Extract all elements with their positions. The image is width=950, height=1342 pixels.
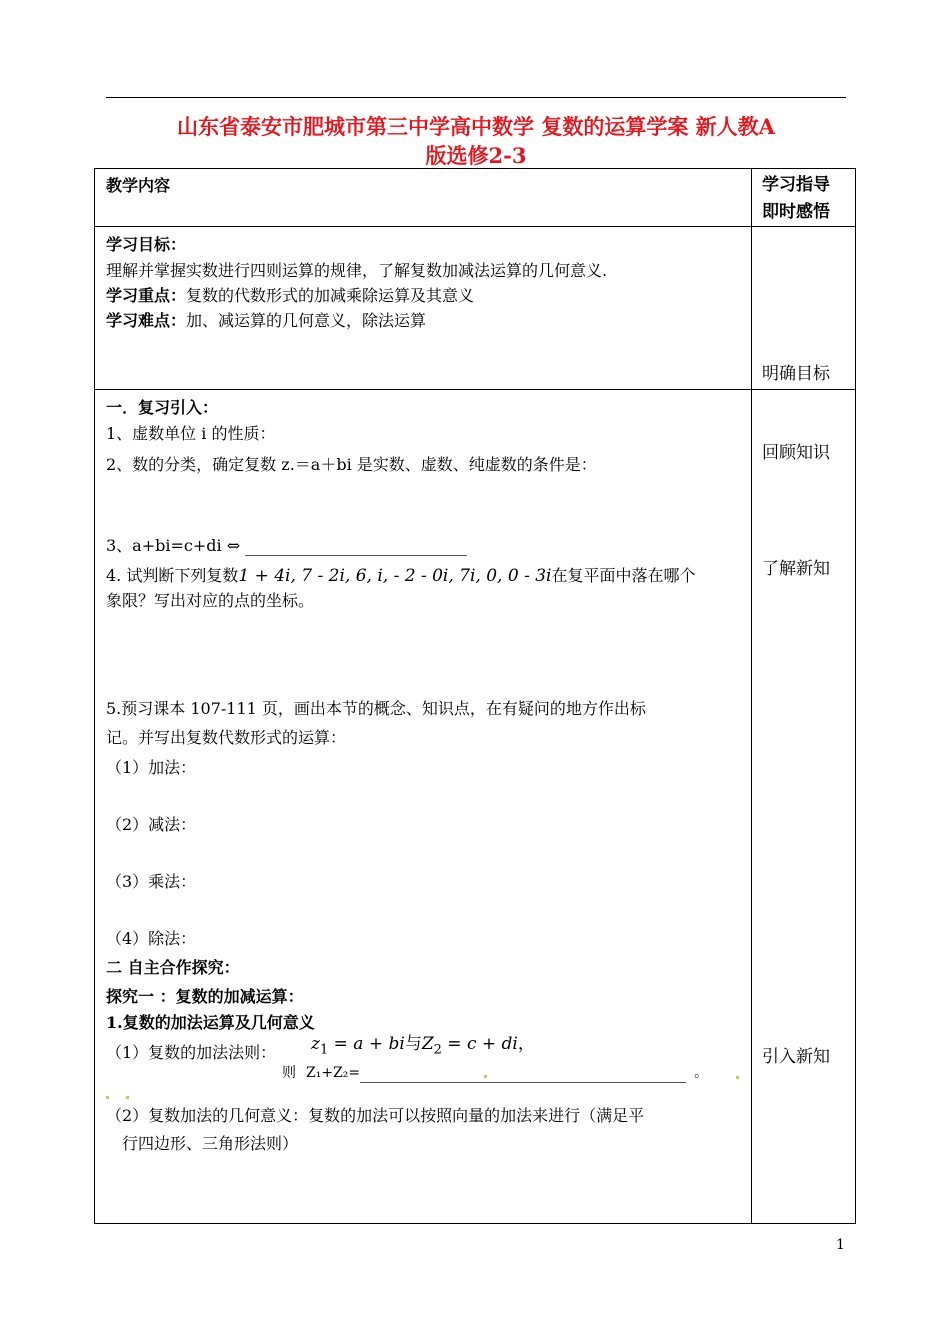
addition-result-blank (360, 1082, 686, 1083)
formula-end: = c + di (441, 1034, 518, 1054)
geometric-meaning-line2: 行四边形、三角形法则） (122, 1134, 299, 1153)
review-q3 (106, 536, 467, 556)
difficulty-points (106, 311, 426, 331)
then-label: 则 (282, 1065, 296, 1081)
row-divider-header (94, 226, 856, 227)
formula-z1: z (311, 1034, 320, 1054)
explore-item1: 1.复数的加法运算及几何意义 (106, 1013, 315, 1032)
formula-z2: Z (421, 1034, 434, 1054)
op-addition: （1）加法： (106, 758, 197, 777)
column-divider (751, 168, 752, 1224)
review-q1: 1、虚数单位 i 的性质： (106, 424, 276, 443)
header-content-col: 教学内容 (106, 176, 171, 195)
difficulty-label: 学习难点： (106, 311, 187, 330)
then-end: 。 (694, 1065, 709, 1081)
header-side-col-line1: 学习指导 (762, 175, 830, 195)
then-expr: Z₁+Z₂= (306, 1065, 361, 1081)
op-subtraction: （2）减法： (106, 815, 197, 834)
explore-subheading: 探究一 ：复数的加减运算： (106, 987, 304, 1006)
review-q4 (106, 566, 695, 586)
formula-mid: = a + bi (328, 1034, 405, 1054)
formula-z1-sub: 1 (319, 1042, 329, 1058)
op-multiplication: （3）乘法： (106, 872, 197, 891)
side-note-explore: 引入新知 (762, 1047, 830, 1067)
scan-dot (484, 1075, 487, 1078)
side-note-new: 了解新知 (762, 559, 830, 579)
row-divider-goals (94, 389, 856, 390)
formula-comma: ， (517, 1034, 535, 1054)
scan-dot (106, 1096, 109, 1099)
formula-and: 与 (404, 1034, 422, 1054)
top-rule (106, 97, 846, 98)
addition-result-line (282, 1063, 708, 1083)
key-label: 学习重点： (106, 286, 187, 305)
side-note-review: 回顾知识 (762, 443, 830, 463)
goals-heading: 学习目标： (106, 235, 187, 254)
addition-rule-label: （1）复数的加法法则： (106, 1043, 277, 1062)
formula-z2-sub: 2 (433, 1042, 442, 1058)
geometric-meaning-line1: （2）复数加法的几何意义：复数的加法可以按照向量的加法来进行（满足平 (106, 1106, 645, 1125)
header-side-col-line2: 即时感悟 (762, 202, 830, 222)
document-title-line2: 版选修2-3 (425, 143, 527, 168)
key-text: 复数的代数形式的加减乘除运算及其意义 (186, 286, 475, 305)
op-division: （4）除法： (106, 929, 197, 948)
review-q2: 2、数的分类，确定复数 z.＝a＋bi 是实数、虚数、纯虚数的条件是： (106, 455, 597, 474)
q4-prefix: 4. 试判断下列复数 (106, 566, 239, 585)
q4-suffix: 在复平面中落在哪个 (551, 566, 696, 585)
addition-rule-formula (311, 1034, 535, 1060)
page-number: 1 (836, 1237, 845, 1253)
review-q4-line2: 象限？写出对应的点的坐标。 (106, 591, 315, 610)
review-q5-line1: 5.预习课本 107-111 页，画出本节的概念、知识点，在有疑问的地方作出标 (106, 699, 646, 718)
review-heading: 一．复习引入： (106, 398, 219, 417)
key-points (106, 286, 474, 306)
difficulty-text: 加、减运算的几何意义，除法运算 (186, 311, 427, 330)
q4-math-list: 1 + 4i, 7 - 2i, 6, i, - 2 - 0i, 7i, 0, 0 - 3i (238, 566, 552, 586)
explore-heading: 二 自主合作探究： (106, 958, 240, 977)
q3-prefix: 3、a+bi=c+di ⇔ (106, 536, 241, 555)
document-title-line1: 山东省泰安市肥城市第三中学高中数学 复数的运算学案 新人教A (177, 114, 775, 139)
scan-dot (736, 1076, 739, 1079)
scan-dot (126, 1096, 129, 1099)
review-q5-line2: 记。并写出复数代数形式的运算： (106, 728, 347, 747)
side-note-goals: 明确目标 (762, 364, 830, 384)
q3-answer-blank (245, 555, 467, 556)
goals-text: 理解并掌握实数进行四则运算的规律，了解复数加减法运算的几何意义. (106, 261, 608, 280)
